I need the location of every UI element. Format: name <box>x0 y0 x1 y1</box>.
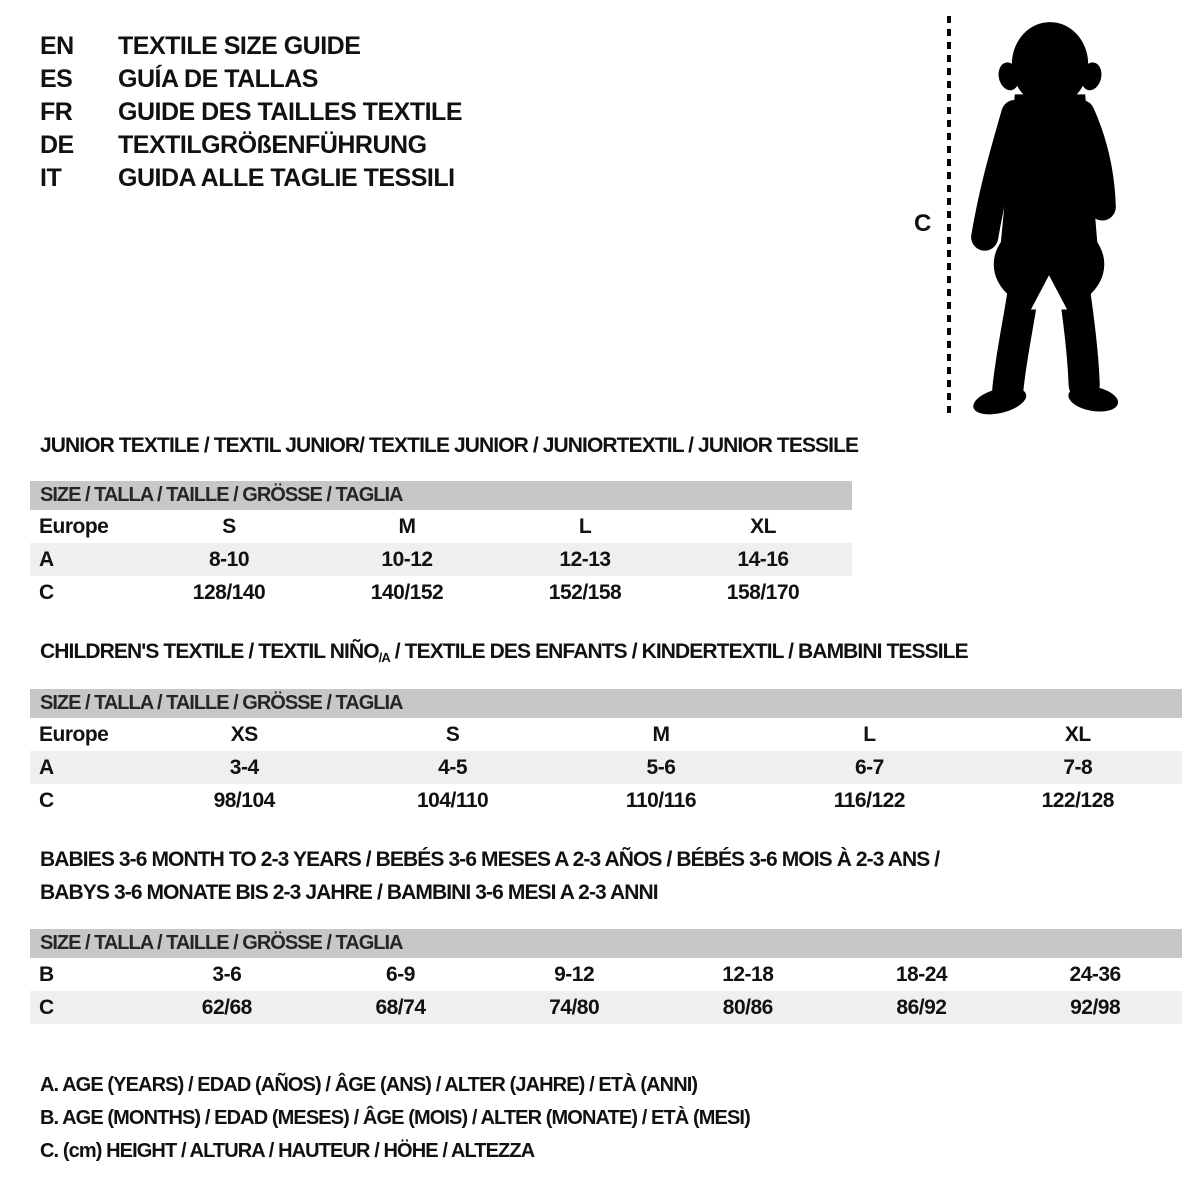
language-code: EN <box>40 32 74 60</box>
size-cell: S <box>222 514 236 538</box>
size-cell: XL <box>750 514 776 538</box>
children-section-title <box>40 640 968 665</box>
babies-size-header-label: SIZE / TALLA / TAILLE / GRÖSSE / TAGLIA <box>40 932 403 954</box>
babies-size-table <box>30 958 1182 1024</box>
measurement-legend <box>40 1069 750 1168</box>
language-row-es <box>40 63 462 96</box>
age-cell: 14-16 <box>737 547 789 571</box>
table-row <box>30 958 1182 991</box>
age-cell: 9-12 <box>554 962 595 986</box>
height-cell: 158/170 <box>726 580 800 604</box>
row-label: B <box>39 962 54 986</box>
children-size-table <box>30 718 1182 817</box>
height-cell: 152/158 <box>548 580 622 604</box>
junior-size-header-label: SIZE / TALLA / TAILLE / GRÖSSE / TAGLIA <box>40 484 403 506</box>
size-cell: M <box>652 722 670 746</box>
row-label: C <box>39 995 54 1019</box>
height-cell: 110/116 <box>625 788 697 812</box>
guide-title-de: TEXTILGRÖßENFÜHRUNG <box>118 131 427 159</box>
age-cell: 4-5 <box>438 755 468 779</box>
babies-section-title-line1: BABIES 3-6 MONTH TO 2-3 YEARS / BEBÉS 3-6 MESES A 2-3 AÑOS / BÉBÉS 3-6 MOIS À 2-3 ANS / <box>40 848 940 871</box>
table-row <box>30 576 852 609</box>
size-cell: L <box>863 722 876 746</box>
age-cell: 7-8 <box>1063 755 1093 779</box>
age-cell: 6-9 <box>386 962 415 986</box>
language-row-de <box>40 129 462 162</box>
size-cell: XS <box>230 722 258 746</box>
children-title-post: / TEXTILE DES ENFANTS / KINDERTEXTIL / BAMBINI TESSILE <box>389 640 968 663</box>
table-row <box>30 718 1182 751</box>
children-title-pre: CHILDREN'S TEXTILE / TEXTIL NIÑO <box>40 640 379 663</box>
table-row <box>30 751 1182 784</box>
size-cell: L <box>578 514 592 538</box>
height-cell: 116/122 <box>833 788 905 812</box>
guide-title-it: GUIDA ALLE TAGLIE TESSILI <box>118 164 455 192</box>
language-code: DE <box>40 131 74 159</box>
row-label: Europe <box>39 514 109 538</box>
age-cell: 3-6 <box>212 962 242 986</box>
table-row <box>30 784 1182 817</box>
row-label: A <box>39 547 54 571</box>
language-row-fr <box>40 96 462 129</box>
row-label: Europe <box>39 722 109 746</box>
height-cell: 98/104 <box>213 788 275 812</box>
babies-section-title-line2: BABYS 3-6 MONATE BIS 2-3 JAHRE / BAMBINI 3-6 MESI A 2-3 ANNI <box>40 881 658 904</box>
legend-line-a: A. AGE (YEARS) / EDAD (AÑOS) / ÂGE (ANS) / ALTER (JAHRE) / ETÀ (ANNI) <box>40 1074 698 1096</box>
height-measure-label: C <box>914 210 932 237</box>
height-cell: 140/152 <box>370 580 444 604</box>
guide-title-en: TEXTILE SIZE GUIDE <box>118 32 361 60</box>
table-row <box>30 991 1182 1024</box>
language-code: FR <box>40 98 73 126</box>
language-row-en <box>40 30 462 63</box>
height-cell: 86/92 <box>896 995 947 1019</box>
age-cell: 3-4 <box>229 755 259 779</box>
table-row <box>30 543 852 576</box>
junior-size-table <box>30 510 852 609</box>
age-cell: 5-6 <box>646 755 676 779</box>
language-code: ES <box>40 65 73 93</box>
height-cell: 74/80 <box>549 995 600 1019</box>
toddler-silhouette-icon <box>950 8 1146 420</box>
guide-title-fr: GUIDE DES TAILLES TEXTILE <box>118 98 463 126</box>
junior-section-title: JUNIOR TEXTILE / TEXTIL JUNIOR/ TEXTILE JUNIOR / JUNIORTEXTIL / JUNIOR TESSILE <box>40 434 859 457</box>
height-cell: 104/110 <box>416 788 489 812</box>
age-cell: 18-24 <box>895 962 948 986</box>
row-label: C <box>39 788 54 812</box>
language-code: IT <box>40 164 62 192</box>
guide-title-es: GUÍA DE TALLAS <box>118 65 318 93</box>
table-row <box>30 510 852 543</box>
children-size-header-label: SIZE / TALLA / TAILLE / GRÖSSE / TAGLIA <box>40 692 403 714</box>
height-cell: 128/140 <box>192 580 266 604</box>
age-cell: 12-18 <box>722 962 774 986</box>
row-label: C <box>39 580 54 604</box>
junior-size-header-bar <box>30 481 852 510</box>
children-title-sub: /A <box>378 650 390 665</box>
height-cell: 92/98 <box>1070 995 1121 1019</box>
size-cell: M <box>398 514 416 538</box>
height-cell: 68/74 <box>375 995 426 1019</box>
age-cell: 8-10 <box>208 547 250 571</box>
age-cell: 24-36 <box>1069 962 1121 986</box>
age-cell: 6-7 <box>854 755 884 779</box>
row-label: A <box>39 755 54 779</box>
language-row-it <box>40 162 462 195</box>
height-cell: 122/128 <box>1041 788 1114 812</box>
babies-size-header-bar <box>30 929 1182 958</box>
language-title-list <box>40 30 462 195</box>
legend-line-c: C. (cm) HEIGHT / ALTURA / HAUTEUR / HÖHE / ALTEZZA <box>40 1140 535 1162</box>
children-size-header-bar <box>30 689 1182 718</box>
age-cell: 10-12 <box>381 547 433 571</box>
height-cell: 62/68 <box>201 995 252 1019</box>
age-cell: 12-13 <box>559 547 611 571</box>
height-cell: 80/86 <box>722 995 773 1019</box>
legend-line-b: B. AGE (MONTHS) / EDAD (MESES) / ÂGE (MOIS) / ALTER (MONATE) / ETÀ (MESI) <box>40 1107 750 1129</box>
size-cell: S <box>445 722 460 746</box>
size-cell: XL <box>1064 722 1091 746</box>
